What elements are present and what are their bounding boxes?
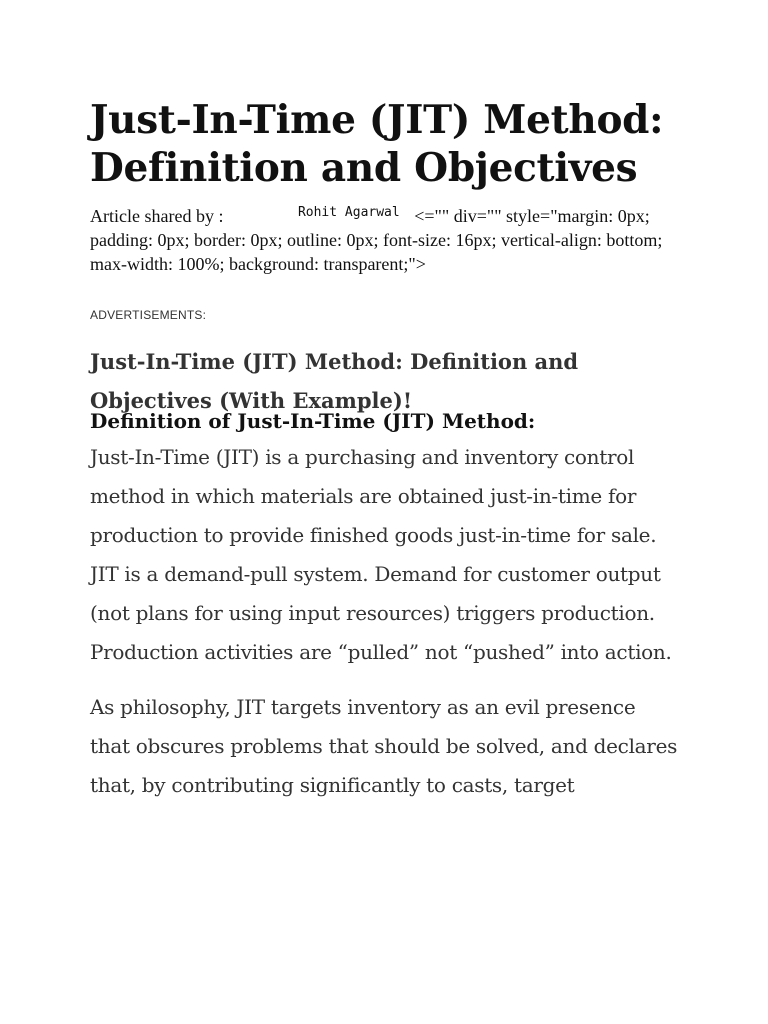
paragraph-definition: Just-In-Time (JIT) is a purchasing and inventory control method in which materials are obtained just-in-time for production to provide finished goods just-in-time for sale. JIT is a demand-pull system. Demand for customer output (not plans for using input resources) triggers production. Production activities are “pulled” not “pushed” into action. — [90, 445, 672, 664]
author-name[interactable]: Rohit Agarwal — [297, 205, 400, 220]
article-subtitle: Just-In-Time (JIT) Method: Definition and Objectives (With Example)! — [90, 349, 579, 413]
advertisements-label: ADVERTISEMENTS: — [90, 308, 207, 322]
paragraph-philosophy: As philosophy, JIT targets inventory as an evil presence that obscures problems that should be solved, and declares that, by contributing significantly to casts, target — [90, 695, 678, 797]
byline-prefix: Article shared by : — [90, 206, 224, 226]
article-title: Just-In-Time (JIT) Method: Definition and Objectives — [90, 97, 664, 191]
byline-raw-markup: <="" div="" style="margin: 0px; padding: 0px; border: 0px; outline: 0px; font-size: 16px; vertical-align: bottom; max-width: 100%; background: transparent;"> — [90, 206, 663, 274]
byline — [90, 204, 680, 276]
section-heading: Definition of Just-In-Time (JIT) Method: — [90, 409, 536, 433]
